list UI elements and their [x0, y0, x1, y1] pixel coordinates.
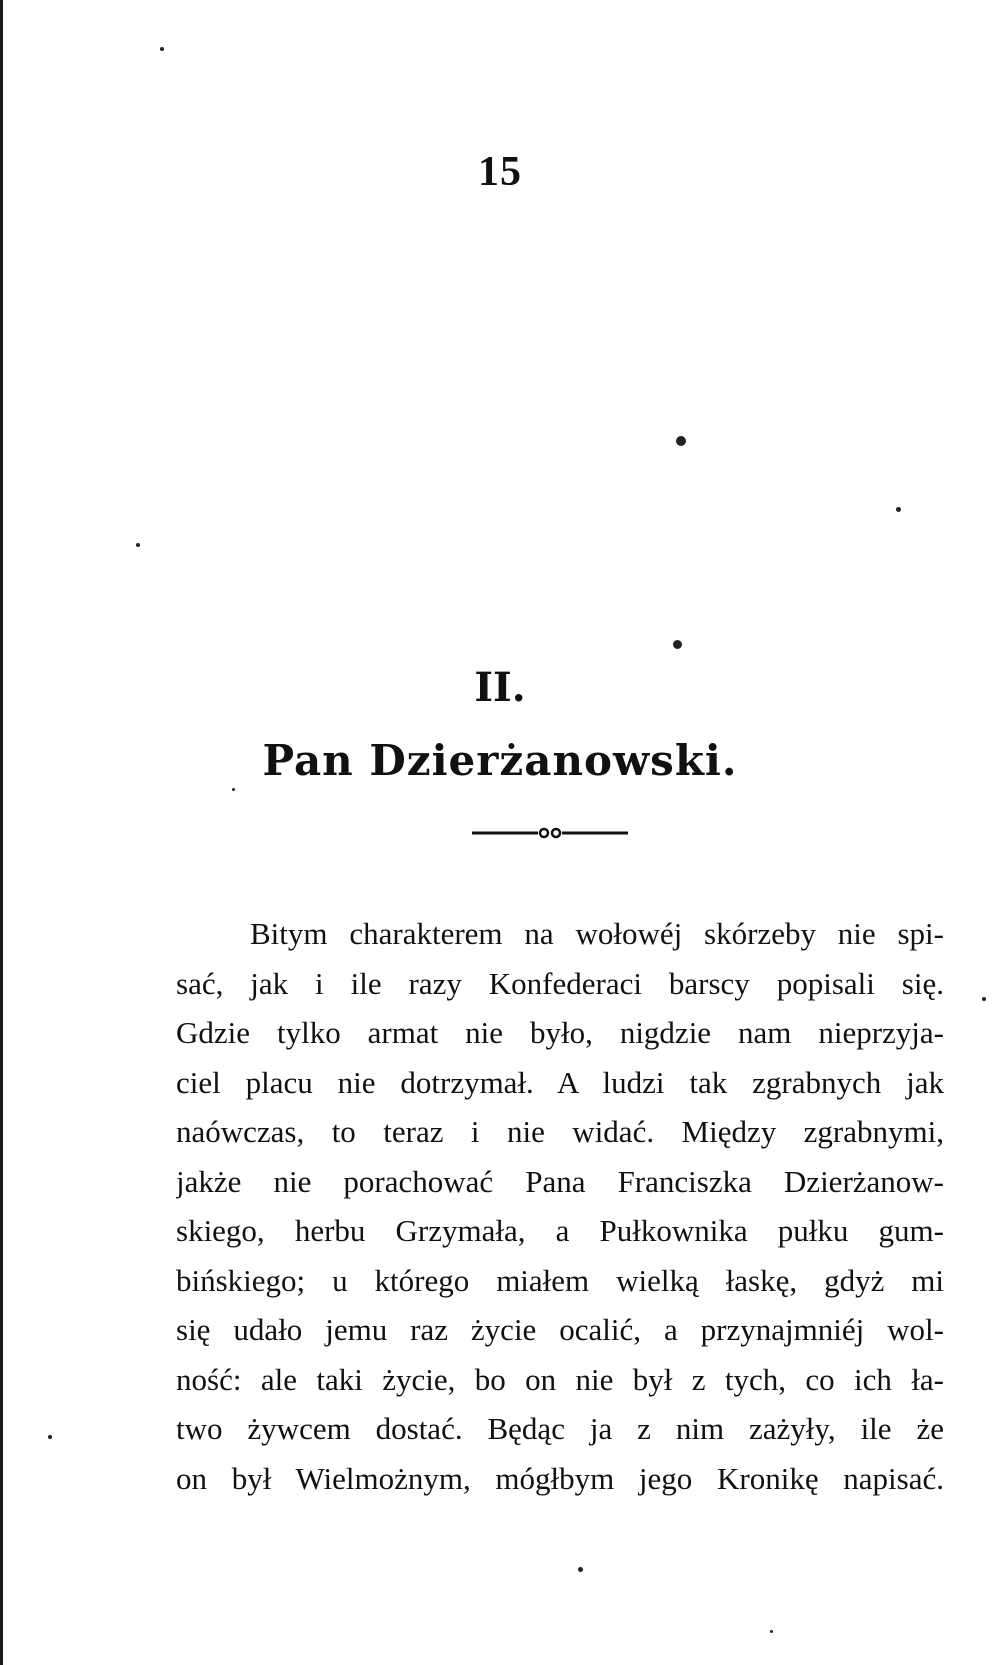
scan-speck	[48, 1435, 52, 1439]
chapter-number: II.	[474, 664, 526, 711]
text-line: Gdzie tylko armat nie było, nigdzie nam nieprzyja-	[176, 1015, 944, 1050]
scan-speck	[160, 47, 164, 51]
body-text	[176, 909, 944, 1503]
scan-speck	[896, 507, 901, 512]
page-left-edge	[0, 0, 3, 1665]
text-line: skiego, herbu Grzymała, a Pułkownika pułku gum-	[176, 1213, 944, 1248]
text-line: sać, jak i ile razy Konfederaci barscy popisali się.	[176, 965, 944, 1001]
text-line: ciel placu nie dotrzymał. A ludzi tak zgrabnych jak	[176, 1064, 944, 1100]
page-number: 15	[478, 149, 522, 195]
text-line: się udało jemu raz życie ocalić, a przynajmniéj wol-	[176, 1312, 944, 1347]
text-line: two żywcem dostać. Będąc ja z nim zażyły, ile że	[176, 1411, 944, 1446]
scan-speck	[232, 788, 235, 791]
scan-speck	[982, 997, 986, 1001]
scan-speck	[676, 436, 686, 446]
text-line: ność: ale taki życie, bo on nie był z tych, co ich ła-	[176, 1361, 944, 1397]
scan-speck	[578, 1567, 583, 1572]
text-line: bińskiego; u którego miałem wielką łaskę, gdyż mi	[176, 1262, 944, 1298]
scan-speck	[136, 543, 140, 547]
scan-speck	[673, 640, 682, 649]
scan-speck	[770, 1630, 773, 1633]
text-line: jakże nie porachować Pana Franciszka Dzierżanow-	[176, 1163, 944, 1199]
text-line: naówczas, to teraz i nie widać. Między zgrabnymi,	[176, 1114, 944, 1149]
text-line: Bitym charakterem na wołowéj skórzeby nie spi-	[250, 916, 944, 951]
chapter-title: Pan Dzierżanowski.	[262, 736, 738, 785]
text-line: on był Wielmożnym, mógłbym jego Kronikę napisać.	[176, 1460, 944, 1496]
ornament-divider	[472, 826, 628, 840]
